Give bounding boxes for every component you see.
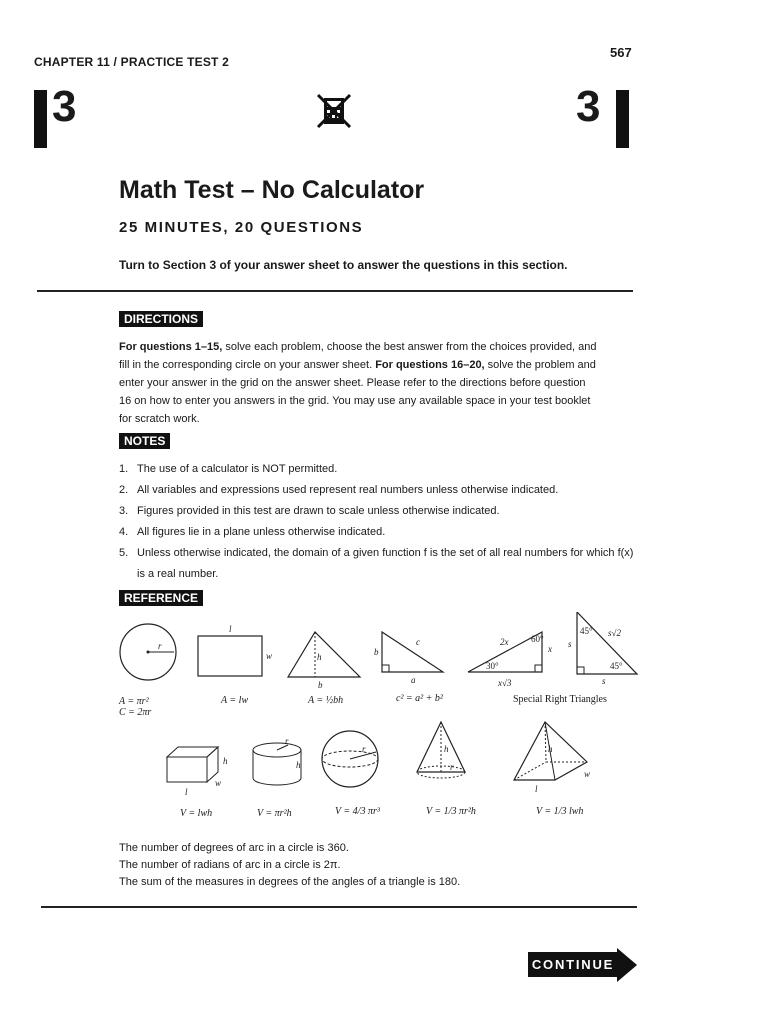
svg-text:r: r xyxy=(362,744,366,754)
triangle-figure xyxy=(288,632,360,690)
svg-text:c: c xyxy=(416,637,420,647)
note-number: 2. xyxy=(119,484,129,496)
special-triangles-label: Special Right Triangles xyxy=(513,694,607,705)
svg-text:h: h xyxy=(317,652,322,662)
svg-text:h: h xyxy=(444,744,449,754)
svg-text:s√2: s√2 xyxy=(608,628,621,638)
cone-figure xyxy=(417,722,465,778)
pyramid-figure xyxy=(514,722,590,794)
svg-text:w: w xyxy=(266,651,273,661)
svg-text:s: s xyxy=(602,676,606,686)
svg-text:b: b xyxy=(374,647,379,657)
note-item xyxy=(119,459,639,480)
test-subtitle: 25 MINUTES, 20 QUESTIONS xyxy=(119,219,364,236)
forty-five-triangle xyxy=(568,612,637,686)
box-volume-formula: V = lwh xyxy=(180,808,213,819)
svg-text:h: h xyxy=(296,760,301,770)
notes-label: NOTES xyxy=(119,433,170,449)
circle-area-formula: A = πr² xyxy=(119,696,149,707)
reference-figures xyxy=(110,612,650,832)
right-triangle-figure xyxy=(374,632,443,685)
note-item xyxy=(119,501,639,522)
cylinder-figure xyxy=(253,736,301,785)
section-number-left: 3 xyxy=(52,82,77,131)
continue-button[interactable]: CONTINUE xyxy=(528,952,618,977)
pythagorean-formula: c² = a² + b² xyxy=(396,693,443,704)
fact-line: The number of degrees of arc in a circle is 360. xyxy=(119,842,349,854)
sphere-volume-formula: V = 4/3 πr³ xyxy=(335,806,380,817)
cylinder-volume-formula: V = πr²h xyxy=(257,808,292,819)
note-number: 3. xyxy=(119,505,129,517)
answer-sheet-instruction: Turn to Section 3 of your answer sheet to answer the questions in this section. xyxy=(119,258,568,272)
svg-text:30°: 30° xyxy=(486,661,499,671)
circle-figure xyxy=(120,624,176,680)
divider-top xyxy=(37,290,633,292)
test-title: Math Test – No Calculator xyxy=(119,176,425,204)
triangle-area-formula: A = ½bh xyxy=(308,695,344,706)
directions-text xyxy=(119,338,597,428)
note-item xyxy=(119,480,639,501)
chapter-header: CHAPTER 11 / PRACTICE TEST 2 xyxy=(34,55,229,69)
fact-line: The number of radians of arc in a circle is 2π. xyxy=(119,859,341,871)
cone-volume-formula: V = 1/3 πr²h xyxy=(426,806,476,817)
svg-text:w: w xyxy=(215,778,222,788)
svg-text:45°: 45° xyxy=(610,661,623,671)
arrow-right-icon xyxy=(617,948,637,982)
box-figure xyxy=(167,747,228,797)
rectangle-figure xyxy=(198,624,272,676)
note-item xyxy=(119,543,639,585)
facts-block xyxy=(119,840,460,891)
svg-text:s: s xyxy=(568,639,572,649)
section-number-right: 3 xyxy=(576,82,601,131)
directions-text-1: solve each problem, choose the best answer from the choices provided, and fill in the corresponding circle on your answer sheet. xyxy=(119,341,597,371)
svg-text:45°: 45° xyxy=(580,626,593,636)
note-text: Unless otherwise indicated, the domain of a given function f is the set of all real numbers for which f(x) is a real number. xyxy=(137,547,634,580)
notes-list xyxy=(119,459,639,585)
directions-lead-1: For questions 1–15, xyxy=(119,341,223,353)
svg-text:a: a xyxy=(411,675,416,685)
circle-circumference-formula: C = 2πr xyxy=(119,707,152,718)
section-bar-left xyxy=(34,90,47,148)
thirty-sixty-triangle xyxy=(468,632,552,688)
svg-text:r: r xyxy=(450,762,454,772)
svg-text:60°: 60° xyxy=(531,634,544,644)
directions-label: DIRECTIONS xyxy=(119,311,203,327)
no-calculator-icon xyxy=(313,90,355,137)
directions-lead-2: For questions 16–20, xyxy=(375,359,485,371)
svg-text:h: h xyxy=(548,744,553,754)
note-text: All variables and expressions used represent real numbers unless otherwise indicated. xyxy=(137,484,559,496)
note-text: Figures provided in this test are drawn to scale unless otherwise indicated. xyxy=(137,505,500,517)
svg-text:r: r xyxy=(285,736,289,746)
divider-bottom xyxy=(41,906,637,908)
section-bar-right xyxy=(616,90,629,148)
note-text: All figures lie in a plane unless otherwise indicated. xyxy=(137,526,386,538)
svg-text:l: l xyxy=(229,624,232,634)
note-item xyxy=(119,522,639,543)
directions-text-2: solve the problem and enter your answer in the grid on the answer sheet. Please refer to the directions before question 16 on how to enter you answers in the grid. You may use any available space in your test booklet for scratch work. xyxy=(119,359,596,425)
svg-text:x: x xyxy=(548,644,552,654)
rectangle-area-formula: A = lw xyxy=(221,695,249,706)
page-number: 567 xyxy=(610,45,632,60)
note-number: 5. xyxy=(119,547,129,559)
pyramid-volume-formula: V = 1/3 lwh xyxy=(536,806,584,817)
svg-text:l: l xyxy=(535,784,538,794)
svg-text:r: r xyxy=(158,641,162,651)
svg-text:l: l xyxy=(185,787,188,797)
note-number: 4. xyxy=(119,526,129,538)
svg-text:x√3: x√3 xyxy=(498,678,512,688)
note-text: The use of a calculator is NOT permitted. xyxy=(137,463,338,475)
sphere-figure xyxy=(322,731,378,787)
fact-line: The sum of the measures in degrees of the angles of a triangle is 180. xyxy=(119,876,461,888)
note-number: 1. xyxy=(119,463,129,475)
svg-text:h: h xyxy=(223,756,228,766)
svg-text:b: b xyxy=(318,680,323,690)
reference-label: REFERENCE xyxy=(119,590,203,606)
svg-text:2x: 2x xyxy=(500,637,509,647)
svg-text:w: w xyxy=(584,769,591,779)
